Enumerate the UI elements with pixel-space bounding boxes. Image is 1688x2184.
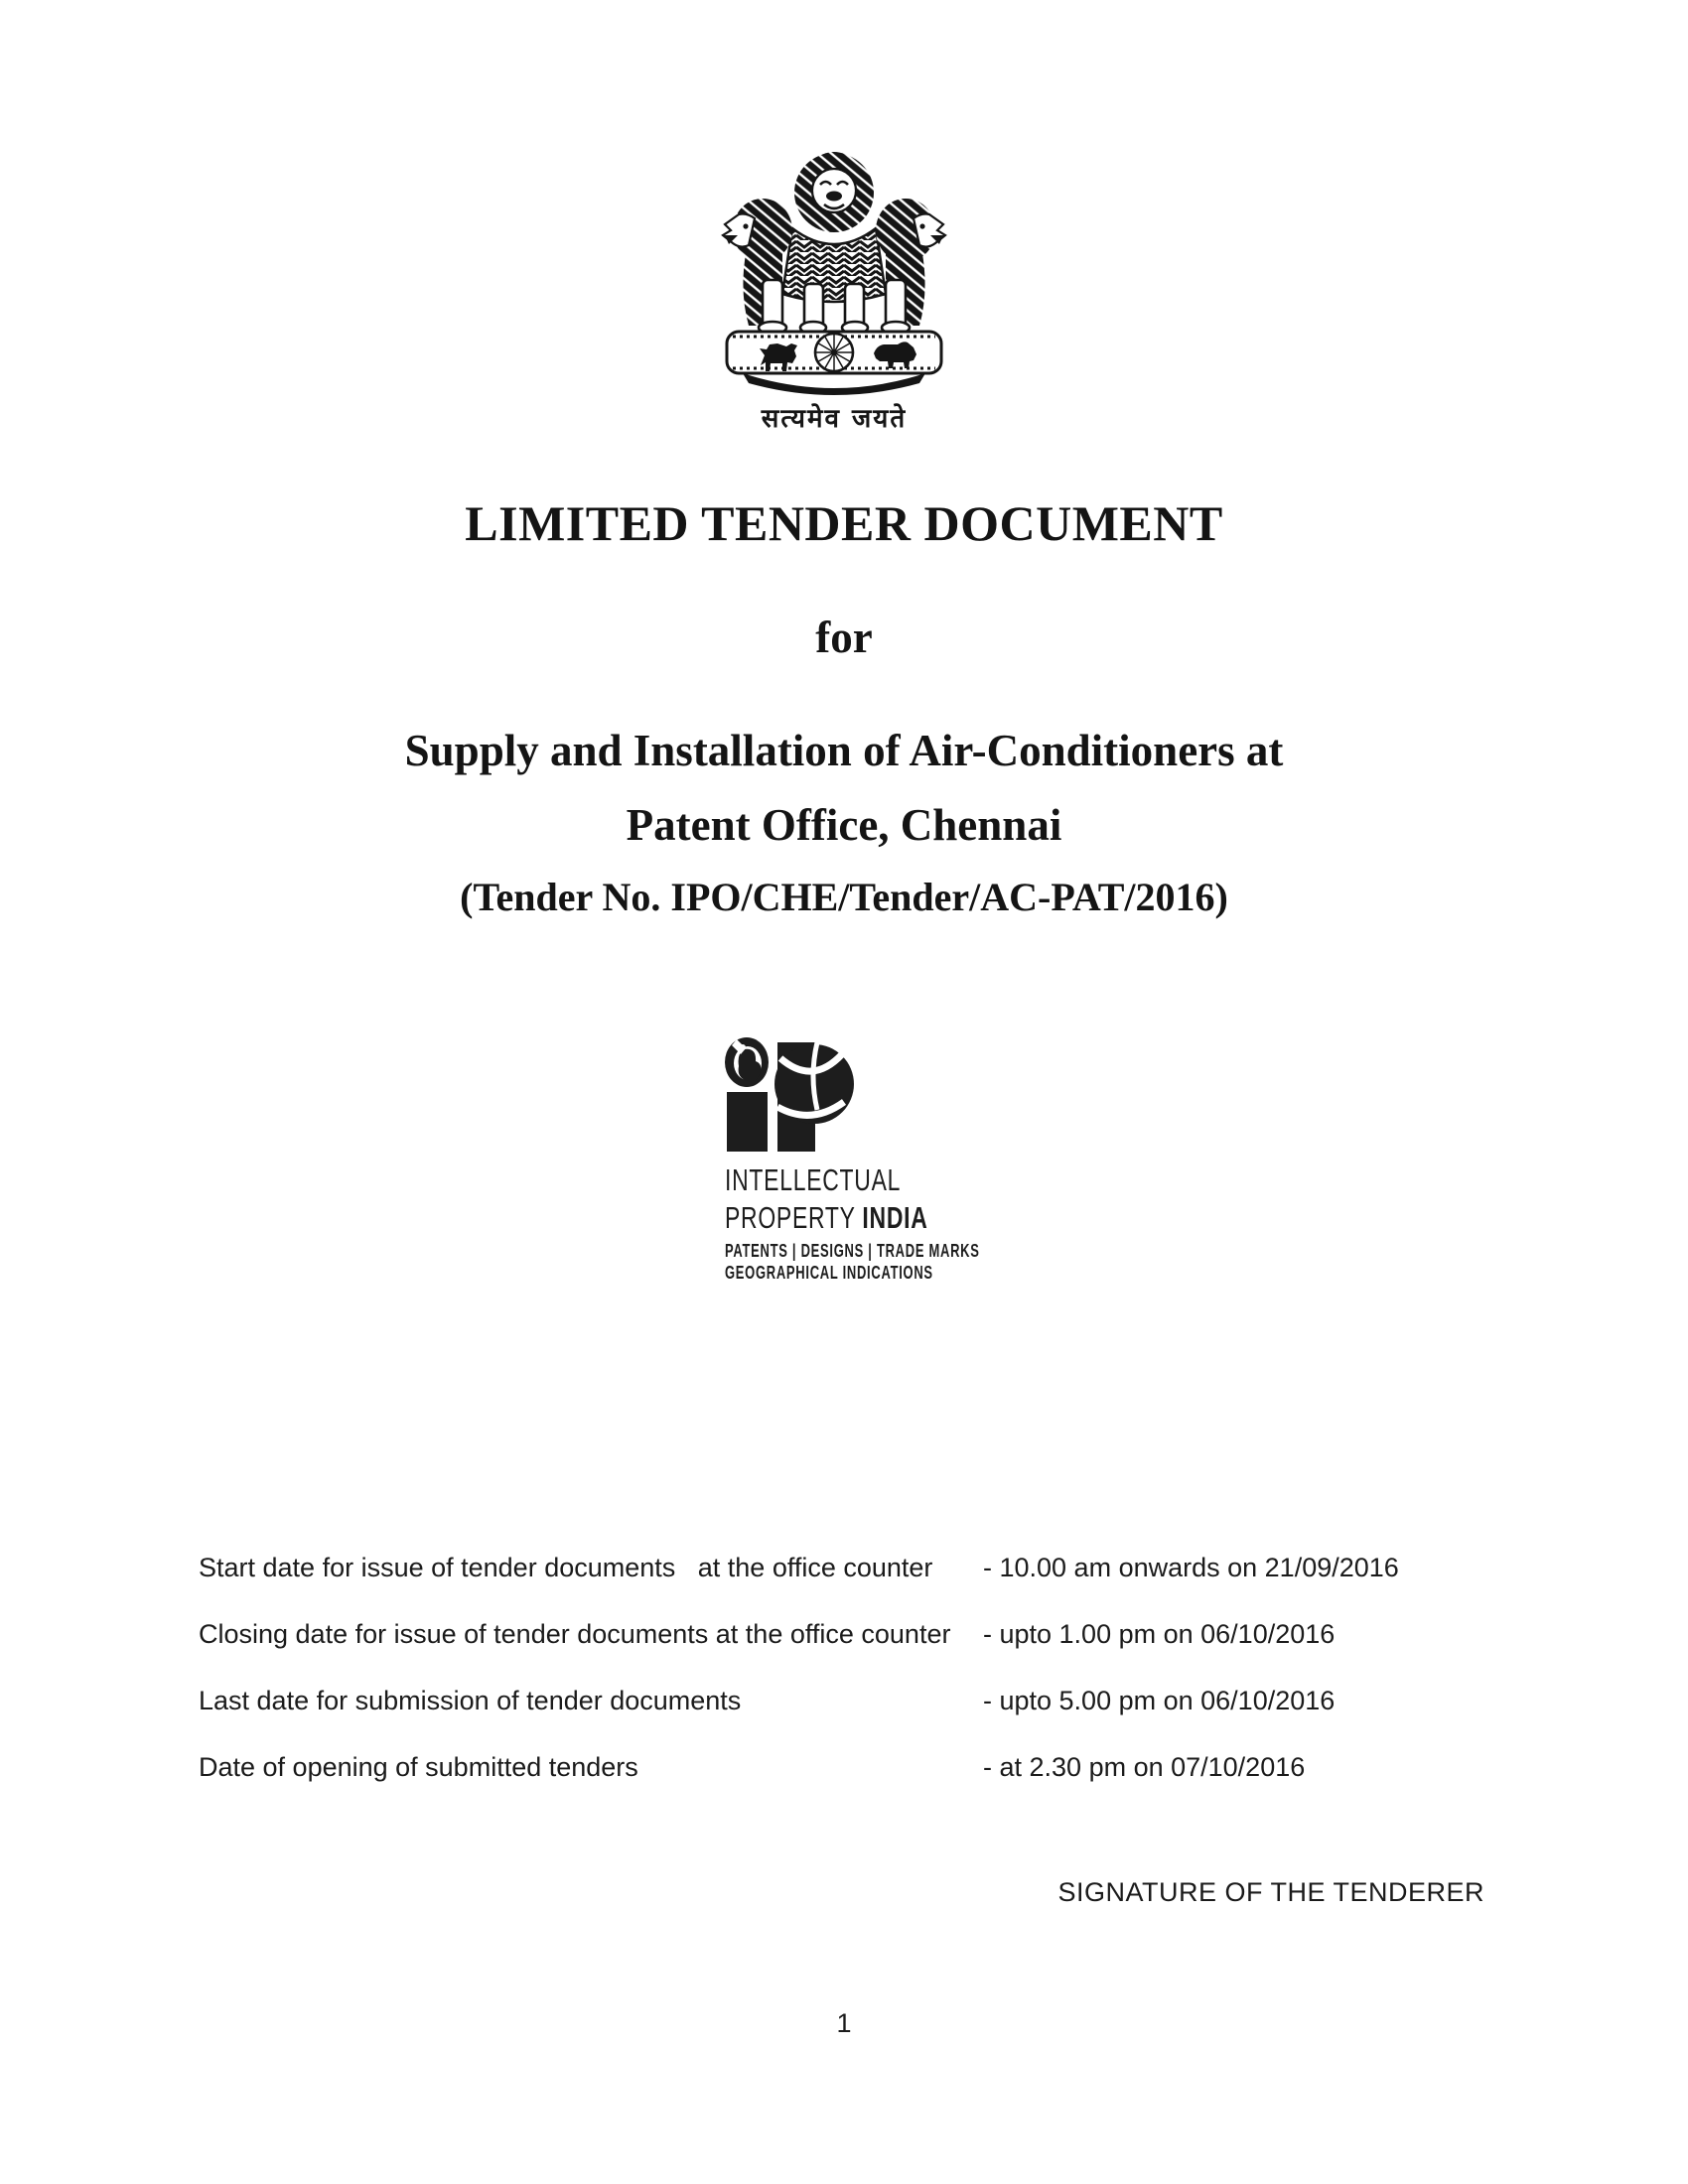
signature-label: SIGNATURE OF THE TENDERER bbox=[1057, 1877, 1484, 1907]
lion-capital-icon bbox=[717, 145, 951, 395]
schedule-label: Start date for issue of tender documents at the office counter bbox=[199, 1553, 933, 1582]
schedule-value: - upto 5.00 pm on 06/10/2016 bbox=[983, 1686, 1336, 1715]
emblem-base bbox=[743, 373, 925, 395]
logo-text-intellectual: INTELLECTUAL bbox=[725, 1162, 902, 1197]
subject-line-1: Supply and Installation of Air-Conditioners at bbox=[404, 726, 1284, 775]
logo-text-property-india: PROPERTY INDIA bbox=[725, 1200, 928, 1235]
schedule-row-start-date bbox=[199, 1552, 1549, 1584]
center-lion-chest bbox=[782, 228, 886, 302]
schedule-value: - at 2.30 pm on 07/10/2016 bbox=[983, 1752, 1306, 1782]
india-national-emblem bbox=[717, 145, 951, 435]
schedule-value: - 10.00 am onwards on 21/09/2016 bbox=[983, 1553, 1399, 1582]
schedule-row-submission-date bbox=[199, 1685, 1549, 1717]
schedule-row-opening-date bbox=[199, 1751, 1549, 1784]
schedule-row-closing-date bbox=[199, 1618, 1549, 1651]
schedule-label: Last date for submission of tender documents bbox=[199, 1686, 742, 1715]
tender-schedule bbox=[199, 1552, 1549, 1818]
ip-india-logo bbox=[725, 1034, 1062, 1284]
emblem-motto: सत्यमेव जयते bbox=[761, 404, 908, 434]
tender-number-line: (Tender No. IPO/CHE/Tender/AC-PAT/2016) bbox=[460, 875, 1228, 919]
schedule-label: Date of opening of submitted tenders bbox=[199, 1752, 638, 1782]
subject-line-2: Patent Office, Chennai bbox=[626, 800, 1062, 850]
ip-india-logo-icon bbox=[725, 1034, 856, 1152]
schedule-value: - upto 1.00 pm on 06/10/2016 bbox=[983, 1619, 1336, 1649]
page-number: 1 bbox=[836, 2008, 852, 2038]
logo-text-patents-designs-trademarks: PATENTS | DESIGNS | TRADE MARKS bbox=[725, 1241, 980, 1261]
schedule-label: Closing date for issue of tender documents at the office counter bbox=[199, 1619, 951, 1649]
document-title: LIMITED TENDER DOCUMENT bbox=[465, 495, 1223, 551]
logo-text-geographical-indications: GEOGRAPHICAL INDICATIONS bbox=[725, 1263, 933, 1283]
for-word: for bbox=[815, 613, 873, 662]
ashoka-chakra bbox=[815, 334, 853, 371]
